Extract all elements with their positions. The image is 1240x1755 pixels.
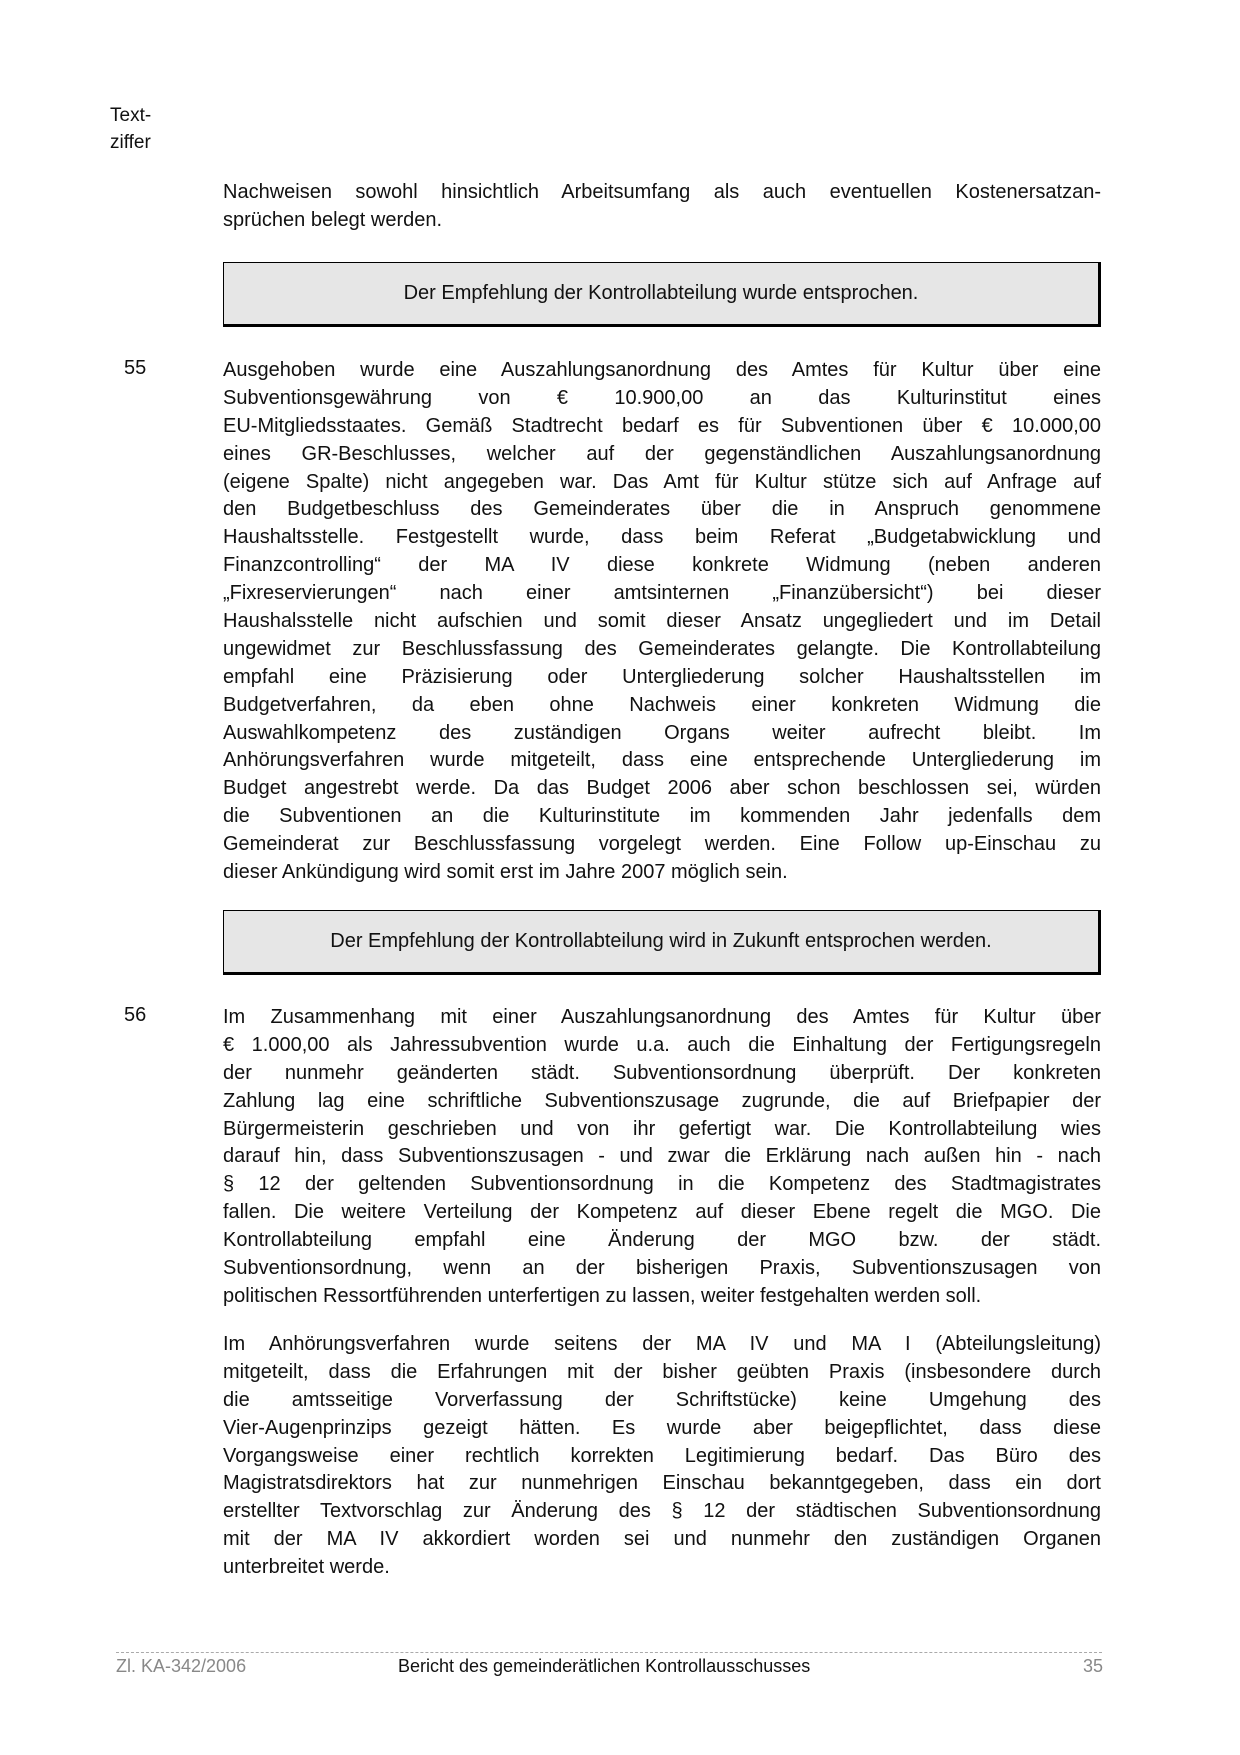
- recommendation-box: [223, 262, 1101, 327]
- text-line: der nunmehr geänderten städt. Subventionsordnung überprüft. Der konkreten: [223, 1061, 1101, 1084]
- recommendation-text: Der Empfehlung der Kontrollabteilung wird in Zukunft entsprochen werden.: [330, 930, 992, 952]
- text-line: darauf hin, dass Subventionszusagen - und zwar die Erklärung nach außen hin - nach: [223, 1145, 1101, 1168]
- text-line: „Fixreservierungen“ nach einer amtsinternen „Finanzübersicht“) bei dieser: [223, 582, 1101, 605]
- text-line: Haushaltsstelle. Festgestellt wurde, dass beim Referat „Budgetabwicklung und: [223, 526, 1101, 549]
- text-line: (eigene Spalte) nicht angegeben war. Das Amt für Kultur stütze sich auf Anfrage auf: [223, 470, 1101, 493]
- text-line: Anhörungsverfahren wurde mitgeteilt, dass eine entsprechende Untergliederung im: [223, 749, 1101, 772]
- section-56-paragraph: [223, 1004, 1101, 1311]
- text-line: die Subventionen an die Kulturinstitute im kommenden Jahr jedenfalls dem: [223, 805, 1101, 828]
- text-line: Im Zusammenhang mit einer Auszahlungsanordnung des Amtes für Kultur über: [223, 1006, 1101, 1028]
- text-line: Nachweisen sowohl hinsichtlich Arbeitsumfang als auch eventuellen Kostenersatzan-: [223, 181, 1101, 203]
- section-56-paragraph-2: [223, 1331, 1101, 1582]
- text-line: Kontrollabteilung empfahl eine Änderung der MGO bzw. der städt.: [223, 1229, 1101, 1252]
- text-line: Zahlung lag eine schriftliche Subventionszusage zugrunde, die auf Briefpapier der: [223, 1089, 1101, 1112]
- text-line: mit der MA IV akkordiert worden sei und nunmehr den zuständigen Organen: [223, 1528, 1101, 1551]
- text-line: Budget angestrebt werde. Da das Budget 2006 aber schon beschlossen sei, würden: [223, 777, 1101, 800]
- text-line: Subventionsgewährung von € 10.900,00 an das Kulturinstitut eines: [223, 386, 1101, 409]
- text-line: fallen. Die weitere Verteilung der Kompetenz auf dieser Ebene regelt die MGO. Die: [223, 1201, 1101, 1224]
- section-55-paragraph: [223, 357, 1101, 887]
- footer-title: Bericht des gemeinderätlichen Kontrollausschusses: [398, 1656, 811, 1676]
- recommendation-box: [223, 910, 1101, 975]
- text-line: den Budgetbeschluss des Gemeinderates über die in Anspruch genommene: [223, 498, 1101, 521]
- text-line: Finanzcontrolling“ der MA IV diese konkrete Widmung (neben anderen: [223, 554, 1101, 577]
- text-line: empfahl eine Präzisierung oder Untergliederung solcher Haushaltsstellen im: [223, 665, 1101, 688]
- text-line: § 12 der geltenden Subventionsordnung in die Kompetenz des Stadtmagistrates: [223, 1173, 1101, 1196]
- text-line: Vier-Augenprinzips gezeigt hätten. Es wurde aber beigepflichtet, dass diese: [223, 1416, 1101, 1439]
- text-line: Budgetverfahren, da eben ohne Nachweis einer konkreten Widmung die: [223, 693, 1101, 716]
- margin-label: [110, 102, 151, 156]
- text-line: Magistratsdirektors hat zur nunmehrigen Einschau bekanntgegeben, dass ein dort: [223, 1472, 1101, 1495]
- text-line: mitgeteilt, dass die Erfahrungen mit der bisher geübten Praxis (insbesondere durch: [223, 1360, 1101, 1383]
- text-line: politischen Ressortführenden unterfertigen zu lassen, weiter festgehalten werden soll.: [223, 1284, 982, 1307]
- text-line: erstellter Textvorschlag zur Änderung des § 12 der städtischen Subventionsordnung: [223, 1500, 1101, 1523]
- text-line: Im Anhörungsverfahren wurde seitens der MA IV und MA I (Abteilungsleitung): [223, 1333, 1101, 1355]
- text-line: Ausgehoben wurde eine Auszahlungsanordnung des Amtes für Kultur über eine: [223, 359, 1101, 381]
- text-line: Bürgermeisterin geschrieben und von ihr gefertigt war. Die Kontrollabteilung wies: [223, 1117, 1101, 1140]
- margin-label-line: Text-: [110, 105, 152, 126]
- text-line: Auswahlkompetenz des zuständigen Organs weiter aufrecht bleibt. Im: [223, 721, 1101, 744]
- section-number: 55: [124, 357, 147, 379]
- intro-paragraph: [223, 179, 1101, 235]
- text-line: ungewidmet zur Beschlussfassung des Gemeinderates gelangte. Die Kontrollabteilung: [223, 637, 1101, 660]
- text-line: sprüchen belegt werden.: [223, 208, 443, 231]
- text-line: unterbreitet werde.: [223, 1556, 390, 1579]
- text-line: Gemeinderat zur Beschlussfassung vorgelegt werden. Eine Follow up-Einschau zu: [223, 833, 1101, 856]
- section-number: 56: [124, 1004, 147, 1026]
- text-line: EU-Mitgliedsstaates. Gemäß Stadtrecht bedarf es für Subventionen über € 10.000,00: [223, 414, 1101, 437]
- text-line: eines GR-Beschlusses, welcher auf der gegenständlichen Auszahlungsanordnung: [223, 442, 1101, 465]
- text-line: Subventionsordnung, wenn an der bisherigen Praxis, Subventionszusagen von: [223, 1257, 1101, 1280]
- text-line: Vorgangsweise einer rechtlich korrekten Legitimierung bedarf. Das Büro des: [223, 1444, 1101, 1467]
- recommendation-text: Der Empfehlung der Kontrollabteilung wurde entsprochen.: [403, 282, 919, 304]
- text-line: die amtsseitige Vorverfassung der Schriftstücke) keine Umgehung des: [223, 1388, 1101, 1411]
- text-line: dieser Ankündigung wird somit erst im Jahre 2007 möglich sein.: [223, 861, 788, 884]
- page-number: 35: [1082, 1656, 1103, 1676]
- footer-reference: Zl. KA-342/2006: [116, 1656, 247, 1676]
- text-line: € 1.000,00 als Jahressubvention wurde u.a. auch die Einhaltung der Fertigungsregeln: [223, 1033, 1101, 1056]
- footer-divider: [116, 1652, 1102, 1653]
- margin-label-line: ziffer: [110, 132, 151, 153]
- text-line: Haushalsstelle nicht aufschien und somit dieser Ansatz ungegliedert und im Detail: [223, 610, 1101, 633]
